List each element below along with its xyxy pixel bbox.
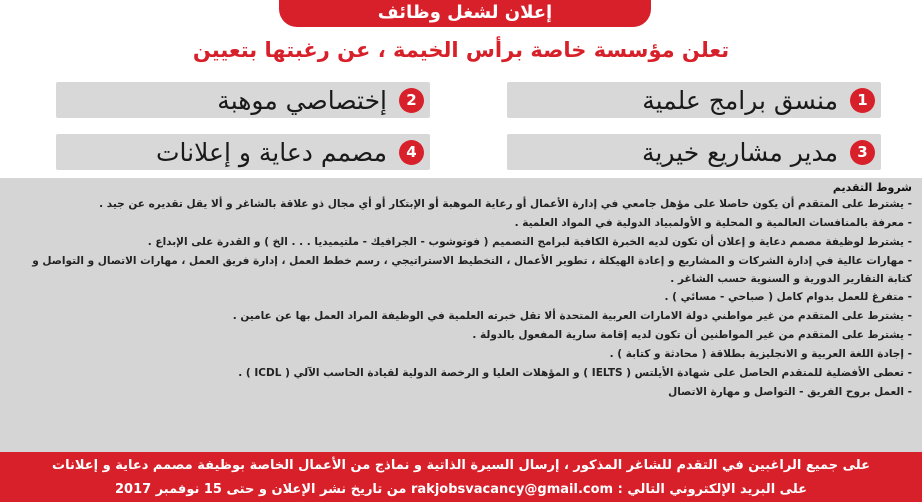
job-title: مصمم دعاية و إعلانات [156,137,387,167]
job-number-badge: 1 [850,88,875,113]
terms-item: - يشترط على المتقدم أن يكون حاصلا على مؤهل جامعي في إدارة الأعمال أو رعاية الموهبة أو الإبتكار أو أي مجال ذو علاقة بالشاغر و ألا يقل تقديره عن جيد . [99,198,912,210]
terms-list [8,195,912,402]
application-terms [0,178,922,452]
job-number-badge: 3 [850,140,875,165]
job-title: إختصاصي موهبة [217,85,387,115]
job-item-program-coordinator [507,82,881,118]
terms-item: - مهارات عالية في إدارة الشركات و المشاريع و إعادة الهيكلة ، تطوير الأعمال ، التخطيط الاستراتيجي ، رسم خطط العمل ، إدارة فريق العمل ، مهارات الاتصال و التواصل و كتابة التقارير الدورية و السنوية حسب الشاغر . [32,255,912,285]
terms-heading: شروط التقديم [832,181,912,194]
terms-item: - تعطى الأفضلية للمتقدم الحاصل على شهادة الأيلتس ( IELTS ) و المؤهلات العليا و الرخصة الدولية لقيادة الحاسب الآلي ( ICDL ) . [238,367,912,379]
terms-item: - إجادة اللغة العربية و الانجليزية بطلاقة ( محادثة و كتابة ) . [609,348,912,360]
job-number-badge: 4 [399,140,424,165]
terms-item: - يشترط على المتقدم من غير مواطني دولة الامارات العربية المتحدة ألا تقل خبرته العلمية في الوظيفة المراد العمل بها عن عامين . [232,310,912,322]
footer-instructions [0,452,922,502]
job-number-badge: 2 [399,88,424,113]
job-title: مدير مشاريع خيرية [642,137,838,167]
job-item-advertising-designer [56,134,430,170]
terms-item: - يشترط على المتقدم من غير المواطنين أن تكون لديه إقامة سارية المفعول بالدولة . [472,329,912,341]
announcement-banner [279,0,651,27]
terms-item: - معرفة بالمنافسات العالمية و المحلية و الأولمبياد الدولية في المواد العلمية . [514,217,912,229]
terms-item: - متفرغ للعمل بدوام كامل ( صباحي - مسائي ) . [664,291,912,303]
subheading: تعلن مؤسسة خاصة برأس الخيمة ، عن رغبتها بتعيين [192,38,730,62]
job-item-charity-projects-manager [507,134,881,170]
terms-item: - العمل بروح الفريق - التواصل و مهارة الاتصال [668,386,912,398]
job-title: منسق برامج علمية [642,85,838,115]
footer-line-1: على جميع الراغبين في التقدم للشاغر المذكور ، إرسال السيرة الذاتية و نماذج من الأعمال الخاصة بوظيفة مصمم دعاية و إعلانات [52,458,870,473]
banner-text: إعلان لشغل وظائف [377,2,553,23]
job-item-talent-specialist [56,82,430,118]
footer-line-2: على البريد الإلكتروني التالي : rakjobsvacancy@gmail.com من تاريخ نشر الإعلان و حتى 15 نوفمبر 2017 [114,482,808,497]
terms-item: - يشترط لوظيفة مصمم دعاية و إعلان أن تكون لديه الخبرة الكافية لبرامج التصميم ( فوتوشوب - الجرافيك - ملتيميديا . . . الخ ) و القدرة على الإبداع . [147,236,912,248]
